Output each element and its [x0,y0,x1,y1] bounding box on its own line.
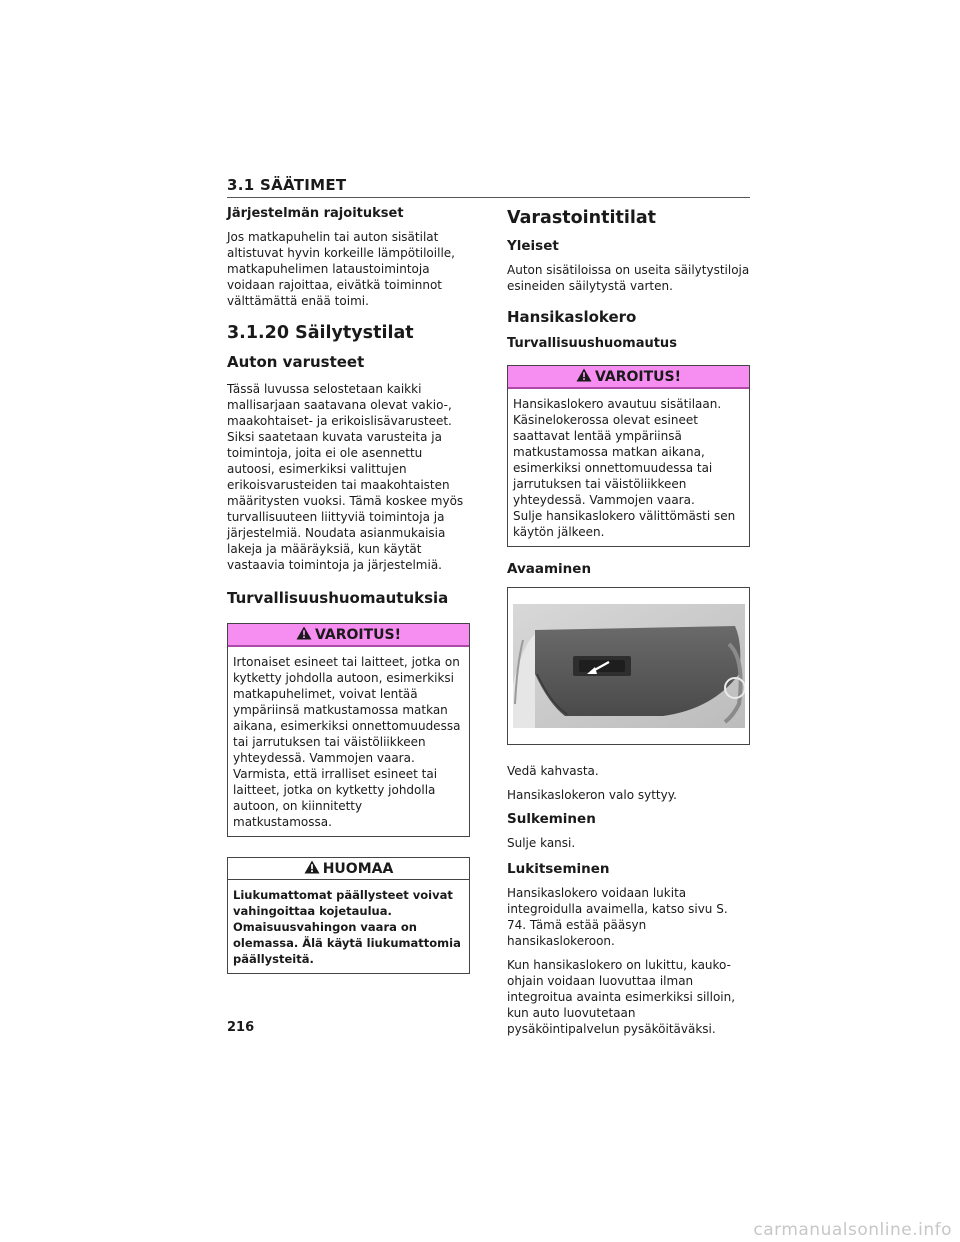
heading-storage: Varastointitilat [507,208,656,228]
warning-box [227,623,470,837]
heading-safety-notes: Turvallisuushuomautuksia [227,589,449,607]
left-column [227,206,470,974]
warning-header [508,366,749,389]
paragraph-general: Auton sisätiloissa on useita säilytystiloja esineiden säilytystä varten. [507,263,750,293]
section-header: 3.1 SÄÄTIMET [227,176,750,198]
right-column [507,206,750,1045]
watermark: carmanualsonline.info [753,1220,952,1240]
paragraph-lock-2: Kun hansikaslokero on lukittu, kauko-ohjain voidaan luovuttaa ilman integroitua avainta esimerkiksi silloin, kun auto luovutetaan pysäköintipalvelun pysäköitäväksi. [507,958,736,1036]
paragraph-light: Hansikaslokeron valo syttyy. [507,788,677,802]
warning-triangle-icon [296,626,312,644]
heading-glovebox: Hansikaslokero [507,308,637,326]
paragraph-lock-1: Hansikaslokero voidaan lukita integroidulla avaimella, katso sivu S. 74. Tämä estää pääsyn hansikaslokeroon. [507,886,728,948]
heading-system-limits: Järjestelmän rajoitukset [227,206,404,221]
heading-safety-note: Turvallisuushuomautus [507,336,677,351]
warning-body [508,389,749,546]
heading-locking: Lukitseminen [507,861,610,877]
paragraph-pull-handle: Vedä kahvasta. [507,764,599,778]
heading-vehicle-equipment: Auton varusteet [227,353,365,371]
warning-body [228,647,469,836]
heading-general: Yleiset [507,238,559,254]
warning-title: VAROITUS! [315,626,401,643]
glovebox-warning-box [507,365,750,547]
glovebox-photo [507,587,750,745]
warning-triangle-icon [576,368,592,386]
notice-box [227,857,470,974]
paragraph-system-limits: Jos matkapuhelin tai auton sisätilat altistuvat hyvin korkeille lämpötiloille, matkapuhelimen lataustoimintoja voidaan rajoittaa, eivätkä toiminnot välttämättä enää toimi. [227,230,455,308]
paragraph-vehicle-equipment: Tässä luvussa selostetaan kaikki mallisarjaan saatavana olevat vakio-, maakohtaiset- ja erikoislisävarusteet. Siksi saatetaan kuvata varusteita ja toimintoja, joita ei ole asennettu autoosi, esimerkiksi valittujen erikoisvarusteiden tai maakohtaisten määritysten vuoksi. Tämä koskee myös turvallisuuteen liittyviä toimintoja ja järjestelmiä. Noudata asianmukaisia lakeja ja määräyksiä, kun käytät vastaavia toimintoja ja järjestelmiä. [227,382,464,572]
notice-title: HUOMAA [322,860,394,877]
heading-closing: Sulkeminen [507,811,596,827]
paragraph-close: Sulje kansi. [507,836,576,850]
notice-header [228,858,469,880]
warning-header [228,624,469,647]
notice-body [228,880,469,973]
warning-title: VAROITUS! [595,368,681,385]
notice-text: Liukumattomat päällysteet voivat vahingoittaa kojetaulua. Omaisuusvahingon vaara on olemassa. Älä käytä liukumattomia päällysteitä. [233,888,461,966]
heading-opening: Avaaminen [507,561,592,577]
glovebox-illustration [513,604,745,728]
warning-text-2: Sulje hansikaslokero välittömästi sen käytön jälkeen. [513,509,736,539]
warning-text: Irtonaiset esineet tai laitteet, jotka on kytketty johdolla autoon, esimerkiksi matkapuhelimet, voivat lentää ympäriinsä matkustamossa matkan aikana, esimerkiksi onnettomuudessa tai jarrutuksen tai väistöliikkeen yhteydessä. Vammojen vaara. Varmista, että irralliset esineet tai laitteet, jotka on kytketty johdolla autoon, on kiinnitetty matkustamossa. [233,655,461,829]
page-number: 216 [227,1020,255,1035]
chapter-title: 3.1.20 Säilytystilat [227,323,414,343]
warning-triangle-icon [304,860,320,878]
warning-text-1: Hansikaslokero avautuu sisätilaan. Käsinelokerossa olevat esineet saattavat lentää ympäriinsä matkustamossa matkan aikana, esimerkiksi onnettomuudessa tai jarrutuksen tai väistöliikkeen yhteydessä. Vammojen vaara. [513,397,722,507]
